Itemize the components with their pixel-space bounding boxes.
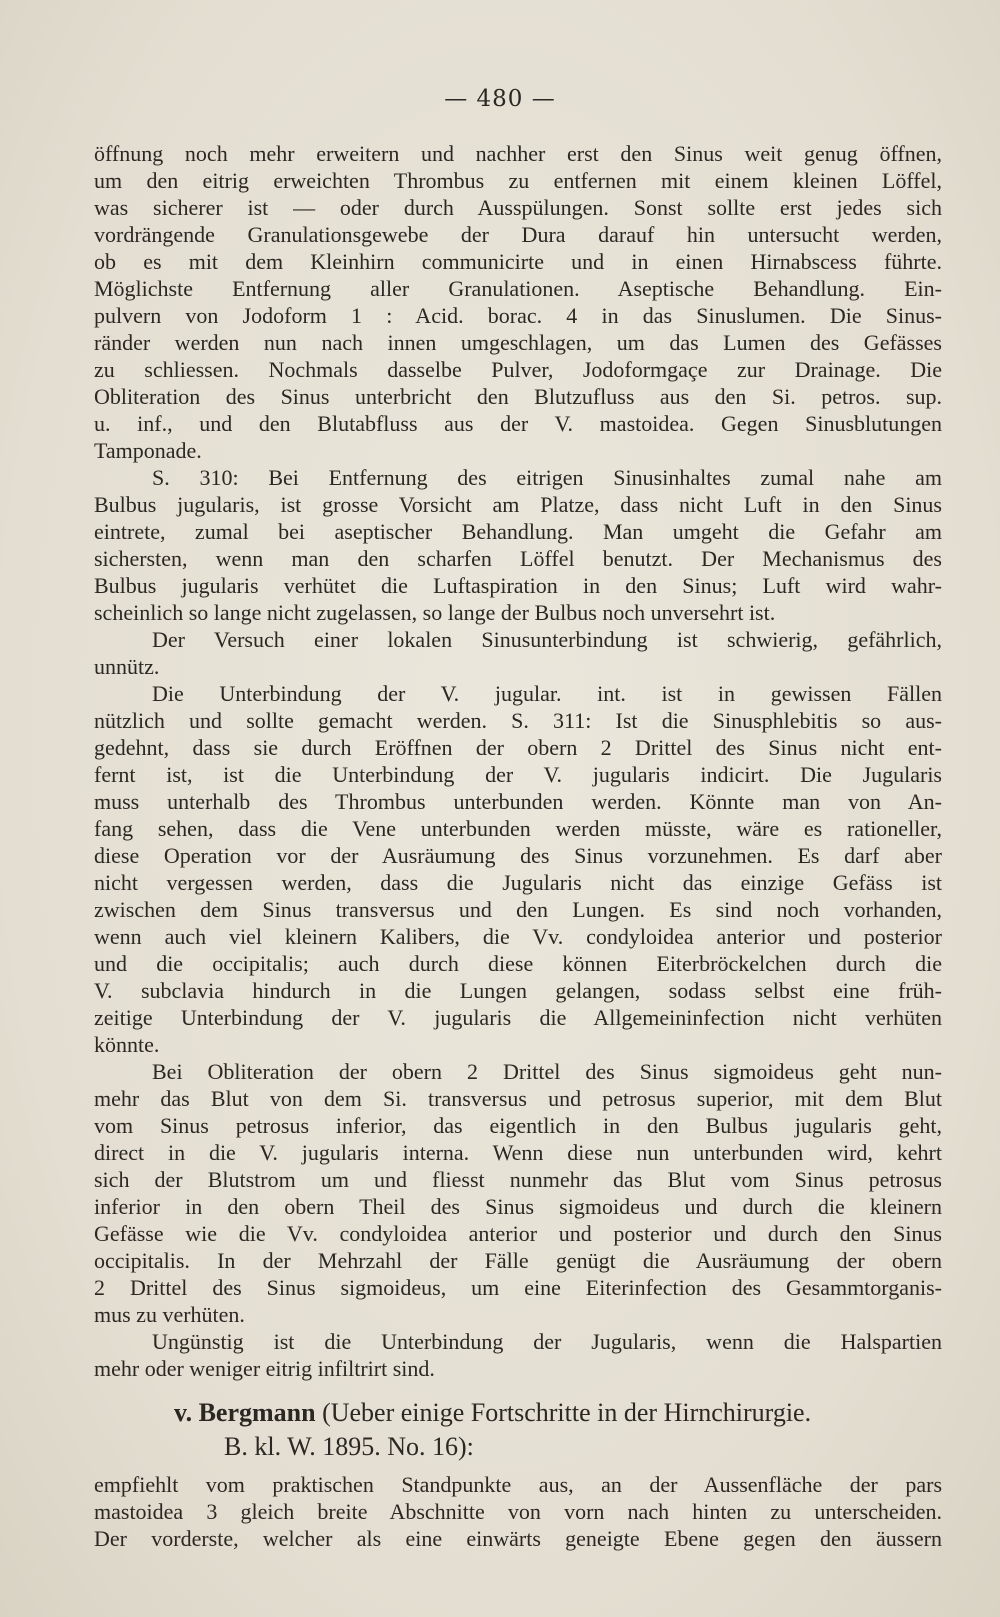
paragraph [94, 1328, 942, 1382]
text-line: 2 Drittel des Sinus sigmoideus, um eine Eiterinfection des Gesammtorganis- [94, 1275, 942, 1300]
text-line: ob es mit dem Kleinhirn communicirte und in einen Hirnabscess führte. [94, 249, 942, 274]
text-line: occipitalis. In der Mehrzahl der Fälle genügt die Ausräumung der obern [94, 1248, 942, 1273]
text-line: ränder werden nun nach innen umgeschlagen, um das Lumen des Gefässes [94, 330, 942, 355]
text-line: Möglichste Entfernung aller Granulationen. Aseptische Behandlung. Ein- [94, 276, 942, 301]
text-line: nützlich und sollte gemacht werden. S. 311: Ist die Sinusphlebitis so aus- [94, 708, 942, 733]
text-line: sich der Blutstrom um und fliesst nunmehr das Blut vom Sinus petrosus [94, 1167, 942, 1192]
text-line: Bulbus jugularis verhütet die Luftaspiration in den Sinus; Luft wird wahr- [94, 573, 942, 598]
text-line: Die Unterbindung der V. jugular. int. ist in gewissen Fällen [152, 681, 942, 706]
text-line: Obliteration des Sinus unterbricht den Blutzufluss aus den Si. petros. sup. [94, 384, 942, 409]
text-line: unnütz. [94, 654, 160, 679]
text-line: S. 310: Bei Entfernung des eitrigen Sinusinhaltes zumal nahe am [152, 465, 942, 490]
section-body [94, 1471, 942, 1552]
section-spacer [94, 1382, 942, 1396]
text-line: was sicherer ist — oder durch Ausspülungen. Sonst sollte erst jedes sich [94, 195, 942, 220]
text-line: inferior in den obern Theil des Sinus sigmoideus und durch die kleinern [94, 1194, 942, 1219]
section-author: v. Bergmann [174, 1398, 316, 1427]
text-line: wenn auch viel kleinern Kalibers, die Vv. condyloidea anterior und posterior [94, 924, 942, 949]
text-line: Bei Obliteration der obern 2 Drittel des Sinus sigmoideus geht nun- [152, 1059, 942, 1084]
text-line: mus zu verhüten. [94, 1302, 245, 1327]
text-line: mehr das Blut von dem Si. transversus und petrosus superior, mit dem Blut [94, 1086, 942, 1111]
paragraph [94, 1058, 942, 1328]
text-line: fernt ist, ist die Unterbindung der V. jugularis indicirt. Die Jugularis [94, 762, 942, 787]
text-line: Ungünstig ist die Unterbindung der Jugularis, wenn die Halspartien [152, 1329, 942, 1354]
text-line: Der vorderste, welcher als eine einwärts geneigte Ebene gegen den äussern [94, 1526, 942, 1551]
text-line: mehr oder weniger eitrig infiltrirt sind. [94, 1356, 435, 1381]
text-line: öffnung noch mehr erweitern und nachher erst den Sinus weit genug öffnen, [94, 141, 942, 166]
paragraph [94, 626, 942, 680]
text-line: Bulbus jugularis, ist grosse Vorsicht am Platze, dass nicht Luft in den Sinus [94, 492, 942, 517]
text-line: direct in die V. jugularis interna. Wenn diese nun unterbunden wird, kehrt [94, 1140, 942, 1165]
section-title: (Ueber einige Fortschritte in der Hirnchirurgie. [322, 1398, 812, 1427]
text-line: gedehnt, dass sie durch Eröffnen der obern 2 Drittel des Sinus nicht ent- [94, 735, 942, 760]
section-citation: B. kl. W. 1895. No. 16): [224, 1432, 474, 1461]
text-line: könnte. [94, 1032, 160, 1057]
section-heading [94, 1396, 942, 1430]
text-line: muss unterhalb des Thrombus unterbunden werden. Könnte man von An- [94, 789, 942, 814]
text-line: fang sehen, dass die Vene unterbunden werden müsste, wäre es rationeller, [94, 816, 942, 841]
text-line: empfiehlt vom praktischen Standpunkte aus, an der Aussenfläche der pars [94, 1472, 942, 1497]
paragraph [94, 140, 942, 464]
text-line: vom Sinus petrosus inferior, das eigentlich in den Bulbus jugularis geht, [94, 1113, 942, 1138]
text-line: Gefässe wie die Vv. condyloidea anterior und posterior und durch den Sinus [94, 1221, 942, 1246]
text-line: eintrete, zumal bei aseptischer Behandlung. Man umgeht die Gefahr am [94, 519, 942, 544]
text-line: pulvern von Jodoform 1 : Acid. borac. 4 in das Sinuslumen. Die Sinus- [94, 303, 942, 328]
text-line: Der Versuch einer lokalen Sinusunterbindung ist schwierig, gefährlich, [152, 627, 942, 652]
text-line: V. subclavia hindurch in die Lungen gelangen, sodass selbst eine früh- [94, 978, 942, 1003]
paragraph [94, 680, 942, 1058]
text-line: und die occipitalis; auch durch diese können Eiterbröckelchen durch die [94, 951, 942, 976]
text-line: nicht vergessen werden, dass die Jugularis nicht das einzige Gefäss ist [94, 870, 942, 895]
text-line: zeitige Unterbindung der V. jugularis die Allgemeininfection nicht verhüten [94, 1005, 942, 1030]
text-line: diese Operation vor der Ausräumung des Sinus vorzunehmen. Es darf aber [94, 843, 942, 868]
paragraph [94, 464, 942, 626]
text-line: vordrängende Granulationsgewebe der Dura darauf hin untersucht werden, [94, 222, 942, 247]
text-line: scheinlich so lange nicht zugelassen, so lange der Bulbus noch unversehrt ist. [94, 600, 776, 625]
text-line: zwischen dem Sinus transversus und den Lungen. Es sind noch vorhanden, [94, 897, 942, 922]
paragraphs [94, 140, 942, 1382]
text-line: Tamponade. [94, 438, 202, 463]
text-line: sichersten, wenn man den scharfen Löffel benutzt. Der Mechanismus des [94, 546, 942, 571]
text-line: u. inf., und den Blutabfluss aus der V. mastoidea. Gegen Sinusblutungen [94, 411, 942, 436]
text-line: um den eitrig erweichten Thrombus zu entfernen mit einem kleinen Löffel, [94, 168, 942, 193]
body-text [94, 140, 942, 1552]
text-line: mastoidea 3 gleich breite Abschnitte von vorn nach hinten zu unterscheiden. [94, 1499, 942, 1524]
text-line: zu schliessen. Nochmals dasselbe Pulver, Jodoformgaçe zur Drainage. Die [94, 357, 942, 382]
page-number: — 480 — [444, 86, 556, 112]
